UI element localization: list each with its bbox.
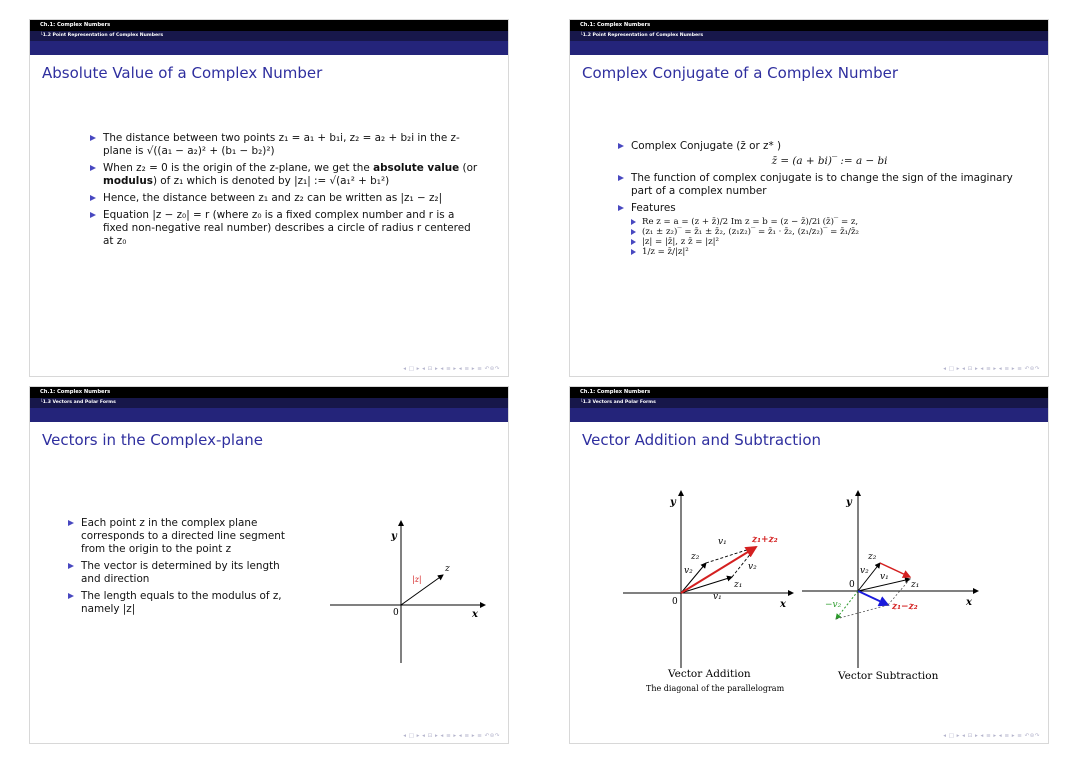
slide-complex-conjugate xyxy=(570,20,1048,376)
x-axis-label: x xyxy=(966,597,972,608)
list-item xyxy=(618,140,1028,168)
bullet-text: (or xyxy=(459,162,478,174)
chapter-header: Ch.1: Complex Numbers xyxy=(570,387,1048,398)
header-bar xyxy=(30,408,508,422)
bold-term: modulus xyxy=(103,175,153,187)
vector-addition-figure xyxy=(618,483,798,703)
z1-label: z₁ xyxy=(734,580,743,590)
bullet-list xyxy=(90,132,480,252)
subtraction-caption: Vector Subtraction xyxy=(838,670,939,682)
bullet-text: When z₂ = 0 is the origin of the z-plane, we get the xyxy=(103,162,374,174)
bullet-text: Features xyxy=(631,202,676,214)
diff-label: z₁−z₂ xyxy=(892,602,918,612)
list-item: |z| = |z̄|, z z̄ = |z|² xyxy=(631,237,1028,247)
bullet-text: The function of complex conjugate is to change the sign of the imaginary part of a complex number xyxy=(631,172,1013,197)
slide-vector-addition-subtraction xyxy=(570,387,1048,743)
slide-title: Absolute Value of a Complex Number xyxy=(42,64,323,82)
bullet-list xyxy=(68,517,300,620)
z2-label: z₂ xyxy=(691,552,700,562)
v1-label: v₁ xyxy=(718,537,727,547)
sum-label: z₁+z₂ xyxy=(752,535,778,545)
bullet-text: Hence, the distance between z₁ and z₂ can be written as |z₁ − z₂| xyxy=(103,192,443,204)
list-item xyxy=(90,192,480,205)
bullet-text: Each point z in the complex plane corresponds to a directed line segment from the origin to the point z xyxy=(81,517,285,555)
list-item xyxy=(68,560,300,586)
section-header: └1.3 Vectors and Polar Forms xyxy=(30,398,508,408)
y-axis-label: y xyxy=(670,497,676,508)
list-item xyxy=(68,517,300,556)
slide-title: Complex Conjugate of a Complex Number xyxy=(582,64,898,82)
slide-vectors-complex-plane xyxy=(30,387,508,743)
list-item xyxy=(90,209,480,248)
beamer-navigation[interactable]: ◂ □ ▸ ◂ ⊡ ▸ ◂ ≡ ▸ ◂ ≡ ▸ ≡ ↶⊚↷ xyxy=(943,366,1040,372)
conjugate-equation: z̄ = (a + bi)‾ := a − bi xyxy=(771,155,888,167)
bullet-text: ) of z₁ which is denoted by |z₁| := √(a₁² + b₁²) xyxy=(152,175,390,187)
header-bar xyxy=(570,408,1048,422)
section-header: └1.3 Vectors and Polar Forms xyxy=(570,398,1048,408)
beamer-navigation[interactable]: ◂ □ ▸ ◂ ⊡ ▸ ◂ ≡ ▸ ◂ ≡ ▸ ≡ ↶⊚↷ xyxy=(403,733,500,739)
slide-title: Vectors in the Complex-plane xyxy=(42,431,264,449)
x-axis-label: x xyxy=(472,609,478,620)
y-axis-label: y xyxy=(846,497,852,508)
x-axis-label: x xyxy=(780,599,786,610)
list-item xyxy=(618,202,1028,257)
list-item xyxy=(68,590,300,616)
bullet-text: The distance between two points z₁ = a₁ + b₁i, z₂ = a₂ + b₂i in the z-plane is √((a₁ − a₂)² + (b₁ − b₂)²) xyxy=(103,132,460,157)
list-item xyxy=(90,162,480,188)
vector-subtraction-figure xyxy=(798,483,988,703)
addition-subcaption: The diagonal of the parallelogram xyxy=(646,684,785,693)
slide-title: Vector Addition and Subtraction xyxy=(582,431,822,449)
list-item: (z₁ ± z₂)‾ = z̄₁ ± z̄₂, (z₁z₂)‾ = z̄₁ · z̄₂, (z₁/z₂)‾ = z̄₁/z̄₂ xyxy=(631,227,1028,237)
y-axis-label: y xyxy=(391,531,397,542)
bullet-list xyxy=(618,140,1028,261)
bold-term: absolute value xyxy=(373,162,460,174)
origin-label: 0 xyxy=(849,580,855,590)
header-bar xyxy=(570,41,1048,55)
complex-plane-figure xyxy=(325,515,495,665)
bullet-text: The length equals to the modulus of z, namely |z| xyxy=(81,590,282,615)
beamer-navigation[interactable]: ◂ □ ▸ ◂ ⊡ ▸ ◂ ≡ ▸ ◂ ≡ ▸ ≡ ↶⊚↷ xyxy=(943,733,1040,739)
list-item xyxy=(618,172,1028,198)
bullet-text: The vector is determined by its length and direction xyxy=(81,560,280,585)
z1-vector xyxy=(681,577,732,593)
v2-label: v₂ xyxy=(684,566,693,576)
v2-label: v₂ xyxy=(860,566,869,576)
bullet-text: Complex Conjugate (z̄ or z* ) xyxy=(631,140,782,152)
z1-label: z₁ xyxy=(911,580,920,590)
z-label: z xyxy=(445,564,450,574)
origin-label: 0 xyxy=(393,608,399,618)
feature-list xyxy=(631,217,1028,257)
addition-caption: Vector Addition xyxy=(668,668,751,680)
section-header: └1.2 Point Representation of Complex Numbers xyxy=(570,31,1048,41)
header-bar xyxy=(30,41,508,55)
slide-absolute-value xyxy=(30,20,508,376)
list-item: Re z = a = (z + z̄)/2 Im z = b = (z − z̄)/2i (z̄)‾ = z, xyxy=(631,217,1028,227)
chapter-header: Ch.1: Complex Numbers xyxy=(30,20,508,31)
list-item xyxy=(90,132,480,158)
diff-vector xyxy=(858,591,888,605)
origin-label: 0 xyxy=(672,597,678,607)
z2-label: z₂ xyxy=(868,552,877,562)
modulus-label: |z| xyxy=(412,575,422,584)
section-header: └1.2 Point Representation of Complex Numbers xyxy=(30,31,508,41)
parallel-dashed-1 xyxy=(836,605,888,619)
chapter-header: Ch.1: Complex Numbers xyxy=(30,387,508,398)
v1-dashed xyxy=(706,547,756,563)
neg-v2-label: −v₂ xyxy=(825,600,842,610)
v1-label-bottom: v₁ xyxy=(713,592,722,602)
z-vector xyxy=(401,575,443,605)
v1-label: v₁ xyxy=(880,572,889,582)
list-item: 1/z = z̄/|z|² xyxy=(631,247,1028,257)
v2-label-right: v₂ xyxy=(748,562,757,572)
chapter-header: Ch.1: Complex Numbers xyxy=(570,20,1048,31)
beamer-navigation[interactable]: ◂ □ ▸ ◂ ⊡ ▸ ◂ ≡ ▸ ◂ ≡ ▸ ≡ ↶⊚↷ xyxy=(403,366,500,372)
bullet-text: Equation |z − z₀| = r (where z₀ is a fixed complex number and r is a fixed non-negative real number) describes a circle of radius r centered at z₀ xyxy=(103,209,471,247)
